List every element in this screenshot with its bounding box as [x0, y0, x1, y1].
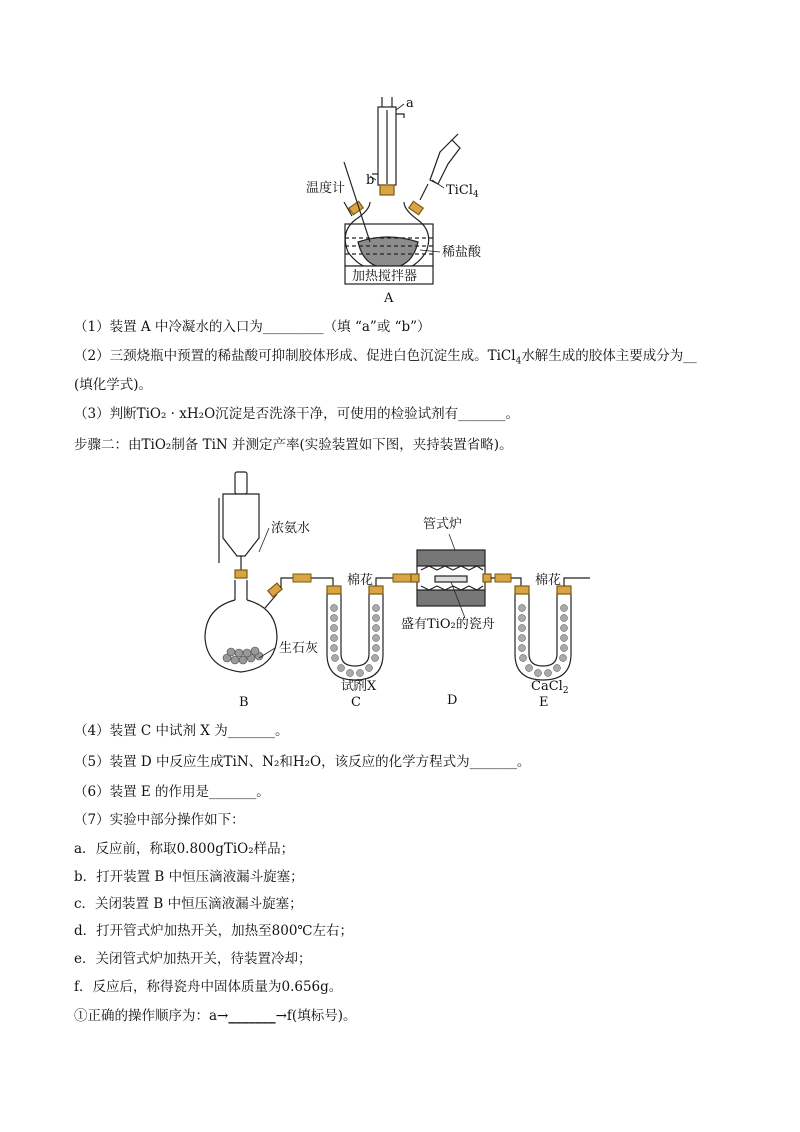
- caption-d: D: [447, 693, 458, 708]
- question-2-line-1: （2）三颈烧瓶中预置的稀盐酸可抑制胶体形成、促进白色沉淀生成。TiCl$_4$水解生成的胶体主要成分为__: [74, 348, 697, 367]
- ammonia-label: 浓氨水: [271, 521, 311, 536]
- tio2-formula: TiO₂: [141, 437, 172, 453]
- products-formula: TiN、N₂和H₂O: [223, 754, 322, 770]
- ticl4-formula: TiCl$_4$: [487, 348, 522, 367]
- u-tube-e-icon: [515, 578, 590, 680]
- cacl2-label: CaCl$_2$: [531, 679, 569, 696]
- inlet-b-label: b: [366, 173, 375, 188]
- mass-tio2: 0.800gTiO₂: [176, 841, 254, 857]
- step-a: a．反应前，称取0.800gTiO₂样品；: [74, 841, 295, 857]
- step-c: c．关闭装置 B 中恒压滴液漏斗旋塞；: [74, 896, 303, 912]
- boat-label: 盛有TiO₂的瓷舟: [401, 617, 495, 632]
- caption-b: B: [239, 695, 249, 710]
- step-f: f．反应后，称得瓷舟中固体质量为0.656g。: [74, 979, 343, 995]
- condenser-icon: [372, 97, 404, 185]
- step-b: b．打开装置 B 中恒压滴液漏斗旋塞；: [74, 869, 304, 885]
- reagent-x-label: 试剂X: [341, 679, 377, 694]
- tube-furnace-icon: [411, 550, 491, 606]
- step-2-intro: 步骤二：由TiO₂制备 TiN 并测定产率(实验装置如下图，夹持装置省略)。: [74, 437, 513, 453]
- heating-stirrer-label: 加热搅拌器: [352, 269, 418, 284]
- inlet-a-label: a: [406, 96, 414, 111]
- question-1: （1）装置 A 中冷凝水的入口为_________（填 “a”或 “b”）: [74, 319, 431, 335]
- question-2-line-2: (填化学式)。: [74, 377, 153, 393]
- three-neck-flask-icon: [344, 185, 429, 272]
- figure-a-caption: A: [384, 291, 394, 306]
- question-7: （7）实验中部分操作如下：: [74, 812, 245, 828]
- cotton-c-label: 棉花: [347, 573, 374, 588]
- caption-c: C: [351, 695, 361, 710]
- thermometer-label: 温度计: [306, 181, 346, 196]
- round-bottom-flask-icon: [205, 580, 282, 672]
- question-4: （4）装置 C 中试剂 X 为_______。: [74, 723, 289, 739]
- cotton-e-label: 棉花: [535, 573, 562, 588]
- mass-residue: 0.656g: [281, 979, 329, 995]
- hydrate-formula: TiO₂ · xH₂O: [136, 406, 216, 422]
- furnace-label: 管式炉: [423, 517, 463, 532]
- apparatus-a-figure: [300, 92, 500, 307]
- ticl4-label: TiCl$_4$: [446, 183, 479, 200]
- lime-label: 生石灰: [279, 641, 319, 656]
- constant-pressure-funnel-icon: [219, 472, 259, 578]
- question-3: （3）判断TiO₂ · xH₂O沉淀是否洗涤干净，可使用的检验试剂有_______。: [74, 406, 519, 422]
- operation-order: ①正确的操作顺序为：a→_______→f(填标号)。: [74, 1008, 357, 1024]
- order-blank: _______: [228, 1008, 276, 1024]
- caption-e: E: [539, 695, 549, 710]
- question-5: （5）装置 D 中反应生成TiN、N₂和H₂O，该反应的化学方程式为_______。: [74, 754, 531, 770]
- step-d: d．打开管式炉加热开关，加热至800℃左右；: [74, 923, 354, 939]
- step-e: e．关闭管式炉加热开关，待装置冷却；: [74, 951, 312, 967]
- temperature: 800℃: [271, 923, 313, 939]
- apparatus-bcde-figure: [195, 468, 610, 713]
- dilute-hcl-label: 稀盐酸: [442, 245, 482, 260]
- question-6: （6）装置 E 的作用是_______。: [74, 784, 270, 800]
